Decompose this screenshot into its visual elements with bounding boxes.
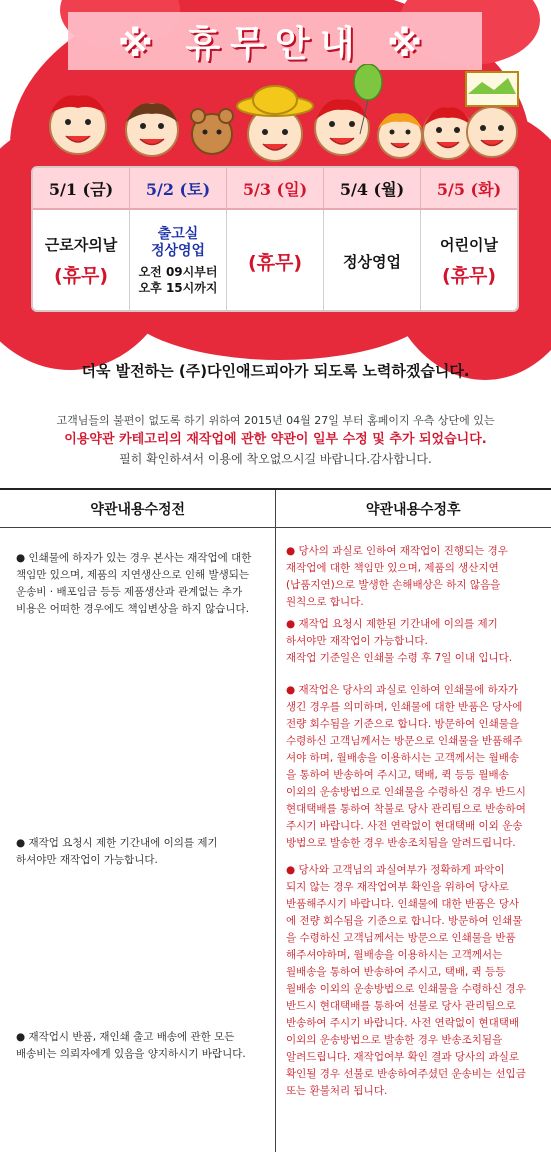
terms-line: 을 수령하신 고객님께서는 방문으로 인쇄물을 반품 xyxy=(286,930,548,947)
terms-line: 확인될 경우 선불로 반송하여주셨던 운송비는 선입금 xyxy=(286,1066,548,1083)
open-label: 출고실 xyxy=(158,226,199,243)
child-face xyxy=(466,72,518,157)
terms-line: ● 재작업 요청시 제한 기간내에 이의를 제기 xyxy=(16,835,268,852)
terms-line: ● 재작업시 반품, 재인쇄 출고 배송에 관한 모든 xyxy=(16,1029,268,1046)
terms-line: ● 당사의 과실로 인하여 재작업이 진행되는 경우 xyxy=(286,543,548,560)
terms-line: 운송비 · 배포임금 등등 제품생산과 관계없는 추가 xyxy=(16,584,268,601)
schedule-cell xyxy=(324,210,421,312)
terms-line: 하셔야만 재작업이 가능합니다. xyxy=(286,633,548,650)
terms-line: 되지 않는 경우 재작업여부 확인을 위하여 당사로 xyxy=(286,879,548,896)
terms-line: 전량 회수됨을 기준으로 합니다. 방문하여 인쇄물을 xyxy=(286,716,548,733)
schedule-cell xyxy=(227,210,324,312)
terms-line: 해주셔야하며, 월배송을 이용하시는 고객께서는 xyxy=(286,947,548,964)
terms-line: 월배송을 통하여 반송하여 주시고, 택배, 퀵 등등 xyxy=(286,964,548,981)
terms-line: 책임만 있으며, 제품의 지연생산으로 인해 발생되는 xyxy=(16,567,268,584)
terms-line: 비용은 어떠한 경우에도 책임변상을 하지 않습니다. xyxy=(16,601,268,618)
terms-after-item xyxy=(286,543,548,611)
schedule-date: 5/4 (월) xyxy=(324,168,421,208)
terms-line: ● 인쇄물에 하자가 있는 경우 본사는 재작업에 대한 xyxy=(16,550,268,567)
column-divider xyxy=(275,490,276,1152)
business-status: 정상영업 xyxy=(343,251,401,272)
notice-line: 필히 확인하셔서 이용에 착오없으시길 바랍니다.감사합니다. xyxy=(0,450,551,468)
terms-line: 셔야 하며, 월배송을 이용하시는 고객께서는 월배송 xyxy=(286,750,548,767)
schedule-cell xyxy=(421,210,517,312)
terms-line: 월배송 이외의 운송방법으로 인쇄물을 수령하신 경우 xyxy=(286,981,548,998)
closed-label: (휴무) xyxy=(248,248,302,275)
terms-line: 생긴 경우를 의미하며, 인쇄물에 대한 반품은 당사에 xyxy=(286,699,548,716)
terms-update-notice xyxy=(0,412,551,468)
child-face xyxy=(237,86,313,161)
terms-before-item xyxy=(16,1029,268,1063)
terms-line: 원칙으로 합니다. xyxy=(286,594,548,611)
page-title: ※ 휴무안내 ※ xyxy=(118,16,432,67)
holiday-banner xyxy=(0,0,551,398)
after-column-header: 약관내용수정후 xyxy=(276,490,551,527)
terms-line: 하셔야만 재작업이 가능합니다. xyxy=(16,852,268,869)
hours-text: 오후 15시까지 xyxy=(139,280,218,296)
terms-before-item xyxy=(16,550,268,618)
terms-comparison-table xyxy=(0,488,551,1150)
company-slogan: 더욱 발전하는 (주)다인애드피아가 되도록 노력하겠습니다. xyxy=(0,360,551,381)
terms-after-item xyxy=(286,862,548,1100)
schedule-date: 5/1 (금) xyxy=(33,168,130,208)
terms-line: 알려드립니다. 재작업여부 확인 결과 당사의 과실로 xyxy=(286,1049,548,1066)
terms-line: 을 통하여 반송하여 주시고, 택배, 퀵 등등 월배송 xyxy=(286,767,548,784)
schedule-date: 5/5 (화) xyxy=(421,168,517,208)
title-banner xyxy=(68,12,482,70)
holiday-name: 어린이날 xyxy=(440,234,498,255)
terms-line: 반품해주시기 바랍니다. 인쇄물에 대한 반품은 당사 xyxy=(286,896,548,913)
child-face xyxy=(378,113,422,158)
open-label: 정상영업 xyxy=(151,243,205,260)
child-face xyxy=(126,103,178,156)
terms-line: 현대택배를 통하여 착불로 당사 관리팀으로 반송하여 xyxy=(286,801,548,818)
terms-line: 이외의 운송방법으로 발송한 경우 반송조치됨을 xyxy=(286,1032,548,1049)
terms-line: 방법으로 발송한 경우 반송조치됨을 알려드립니다. xyxy=(286,835,548,852)
closed-label: (휴무) xyxy=(442,261,496,288)
schedule-cell xyxy=(33,210,130,312)
notice-line: 고객님들의 불편이 없도록 하기 위하여 2015년 04월 27일 부터 홈페이지 우측 상단에 있는 xyxy=(0,412,551,430)
holiday-name: 근로자의날 xyxy=(45,234,117,255)
terms-line: ● 재작업 요청시 제한된 기간내에 이의를 제기 xyxy=(286,616,548,633)
terms-line: 배송비는 의뢰자에게 있음을 양지하시기 바랍니다. xyxy=(16,1046,268,1063)
child-face xyxy=(423,107,473,159)
terms-line: ● 당사와 고객님의 과실여부가 정확하게 파악이 xyxy=(286,862,548,879)
closed-label: (휴무) xyxy=(54,261,108,288)
children-illustration xyxy=(0,64,551,174)
child-face xyxy=(315,99,369,155)
schedule-cell xyxy=(130,210,227,312)
terms-line: 주시기 바랍니다. 사전 연락없이 현대택배 이외 운송 xyxy=(286,818,548,835)
schedule-date: 5/3 (일) xyxy=(227,168,324,208)
terms-line: 재작업에 대한 책임만 있으며, 제품의 생산지연 xyxy=(286,560,548,577)
schedule-body-row xyxy=(33,210,517,312)
child-face xyxy=(50,95,106,154)
terms-after-item xyxy=(286,682,548,852)
before-column-header: 약관내용수정전 xyxy=(0,490,276,527)
terms-line: 에 전량 회수됨을 기준으로 합니다. 방문하여 인쇄물 xyxy=(286,913,548,930)
teddy-bear xyxy=(191,109,233,154)
terms-line: 재작업 기준일은 인쇄물 수령 후 7일 이내 입니다. xyxy=(286,650,548,667)
terms-line: 반송하여 주시기 바랍니다. 사전 연락없이 현대택배 xyxy=(286,1015,548,1032)
terms-line: 반드시 현대택배를 통하여 선불로 당사 관리팀으로 xyxy=(286,998,548,1015)
terms-line: (납품지연)으로 발생한 손해배상은 하지 않음을 xyxy=(286,577,548,594)
terms-after-item xyxy=(286,616,548,667)
terms-line: 또는 환불처리 됩니다. xyxy=(286,1083,548,1100)
terms-line: ● 재작업은 당사의 과실로 인하여 인쇄물에 하자가 xyxy=(286,682,548,699)
holiday-schedule-table xyxy=(31,166,519,312)
terms-line: 수령하신 고객님께서는 방문으로 인쇄물을 반품해주 xyxy=(286,733,548,750)
schedule-date: 5/2 (토) xyxy=(130,168,227,208)
schedule-header-row xyxy=(33,168,517,210)
notice-highlight: 이용약관 카테고리의 재작업에 관한 약관이 일부 수정 및 추가 되었습니다. xyxy=(0,430,551,450)
terms-line: 이외의 운송방법으로 인쇄물을 수령하신 경우 반드시 xyxy=(286,784,548,801)
terms-before-item xyxy=(16,835,268,869)
hours-text: 오전 09시부터 xyxy=(139,264,218,280)
